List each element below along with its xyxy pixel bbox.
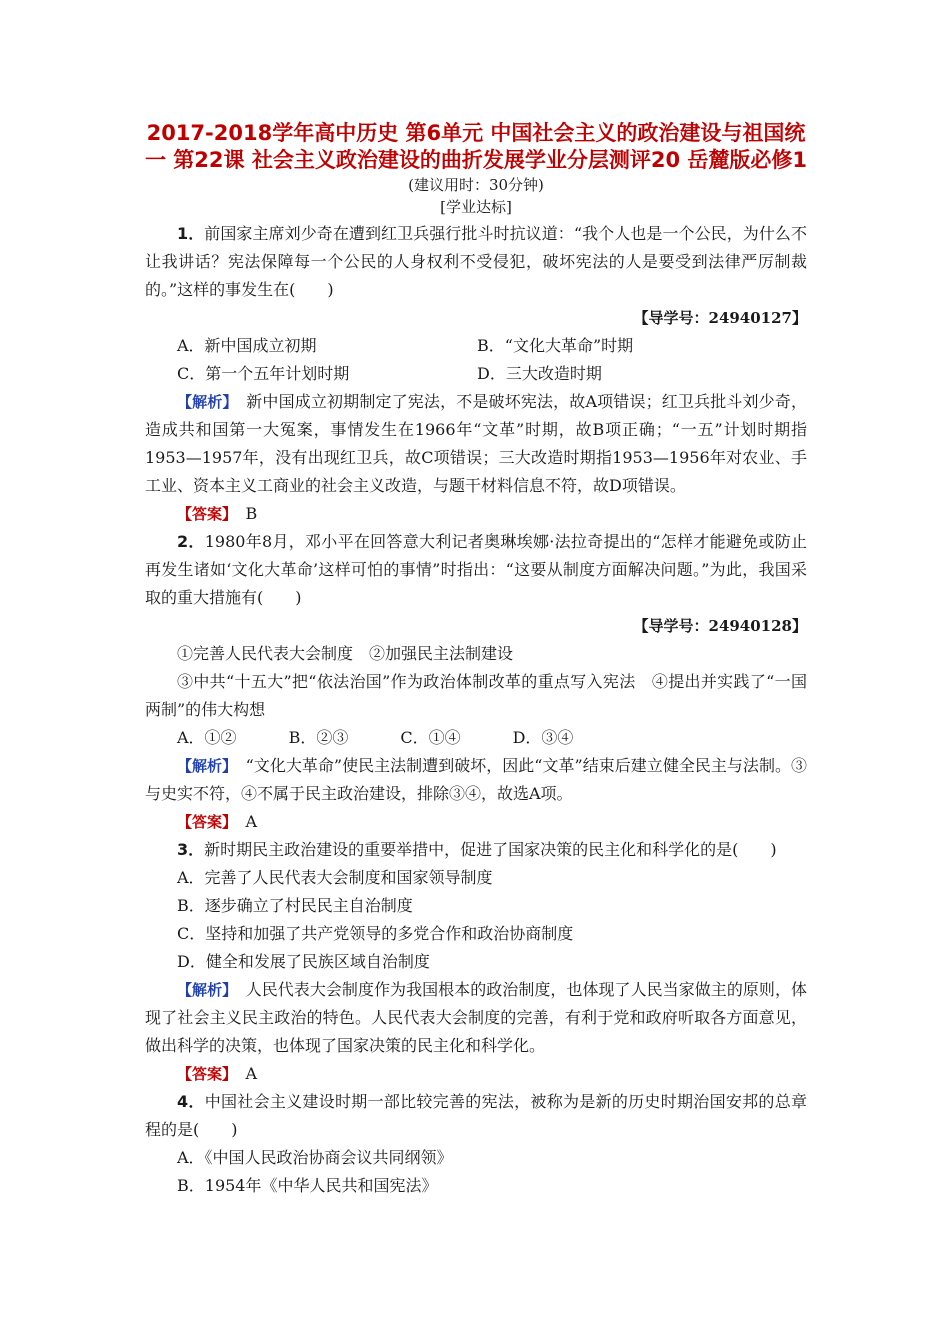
option-a: A．《中国人民政治协商会议共同纲领》 — [177, 1148, 453, 1167]
question-1-analysis: 【解析】 新中国成立初期制定了宪法，不是破坏宪法，故A项错误；红卫兵批斗刘少奇，造成共和国第一大冤案，事情发生在1966年“文革”时期，故B项正确；“一五”计划时期指1953—1957年，没有出现红卫兵，故C项错误；三大改造时期指1953—1956年对农业、手工业、资本主义工商业的社会主义改造，与题干材料信息不符，故D项错误。 — [145, 392, 807, 495]
analysis-label: 【解析】 — [177, 393, 231, 411]
question-2-analysis: 【解析】 “文化大革命”使民主法制遭到破坏，因此“文革”结束后建立健全民主与法制。③与史实不符，④不属于民主政治建设，排除③④，故选A项。 — [145, 756, 807, 803]
answer-label: 【答案】 — [177, 1065, 230, 1083]
option-c: C．坚持和加强了共产党领导的多党合作和政治协商制度 — [177, 924, 574, 943]
question-2-answer: 【答案】 A — [177, 812, 258, 831]
option-d: D．健全和发展了民族区域自治制度 — [177, 952, 430, 971]
option-b: B．1954年《中华人民共和国宪法》 — [177, 1176, 438, 1195]
analysis-label: 【解析】 — [177, 757, 230, 775]
question-2-guide-number: 【导学号：24940128】 — [633, 617, 807, 635]
option-b: B．“文化大革命”时期 — [477, 336, 634, 355]
question-1-options-row-2 — [145, 360, 807, 388]
question-2-options — [145, 724, 807, 752]
option-a: A．完善了人民代表大会制度和国家领导制度 — [177, 868, 493, 887]
option-c: C．①④ — [400, 728, 461, 747]
question-3-stem: 3．新时期民主政治建设的重要举措中，促进了国家决策的民主化和科学化的是( ) — [177, 840, 777, 859]
question-1-answer: 【答案】 B — [177, 504, 258, 523]
option-b: B．逐步确立了村民民主自治制度 — [177, 896, 413, 915]
answer-label: 【答案】 — [177, 813, 230, 831]
option-b: B．②③ — [288, 728, 349, 747]
document-page — [145, 120, 807, 1200]
option-d: D．三大改造时期 — [477, 364, 602, 383]
question-1-stem: 1．前国家主席刘少奇在遭到红卫兵强行批斗时抗议道：“我个人也是一个公民，为什么不让我讲话？宪法保障每一个公民的人身权利不受侵犯，破坏宪法的人是要受到法律严厉制裁的。”这样的事发生在( ) — [145, 224, 807, 299]
question-2-items-line-1: ①完善人民代表大会制度 ②加强民主法制建设 — [177, 644, 514, 663]
option-c: C．第一个五年计划时期 — [177, 364, 350, 383]
question-1-options-row-1 — [145, 332, 807, 360]
question-2-stem: 2．1980年8月，邓小平在回答意大利记者奥琳埃娜·法拉奇提出的“怎样才能避免或防止再发生诸如‘文化大革命’这样可怕的事情”时指出：“这要从制度方面解决问题。”为此，我国采取的重大措施有( ) — [145, 532, 807, 607]
option-a: A．新中国成立初期 — [177, 336, 317, 355]
answer-label: 【答案】 — [177, 505, 230, 523]
question-1-guide-number: 【导学号：24940127】 — [633, 309, 807, 327]
question-4-stem: 4．中国社会主义建设时期一部比较完善的宪法，被称为是新的历史时期治国安邦的总章程的是( ) — [145, 1092, 807, 1139]
option-d: D．③④ — [512, 728, 574, 747]
question-2-items-line-2: ③中共“十五大”把“依法治国”作为政治体制改革的重点写入宪法 ④提出并实践了“一国两制”的伟大构想 — [145, 672, 807, 719]
option-a: A．①② — [177, 728, 237, 747]
document-title: 2017-2018学年高中历史 第6单元 中国社会主义的政治建设与祖国统一 第22课 社会主义政治建设的曲折发展学业分层测评20 岳麓版必修1 — [145, 121, 807, 172]
analysis-label: 【解析】 — [177, 981, 230, 999]
question-3-answer: 【答案】 A — [177, 1064, 258, 1083]
section-heading: [学业达标] — [440, 198, 512, 216]
time-hint: (建议用时：30分钟) — [408, 176, 544, 194]
question-3-analysis: 【解析】 人民代表大会制度作为我国根本的政治制度，也体现了人民当家做主的原则，体现了社会主义民主政治的特色。人民代表大会制度的完善，有利于党和政府听取各方面意见，做出科学的决策，也体现了国家决策的民主化和科学化。 — [145, 980, 807, 1055]
